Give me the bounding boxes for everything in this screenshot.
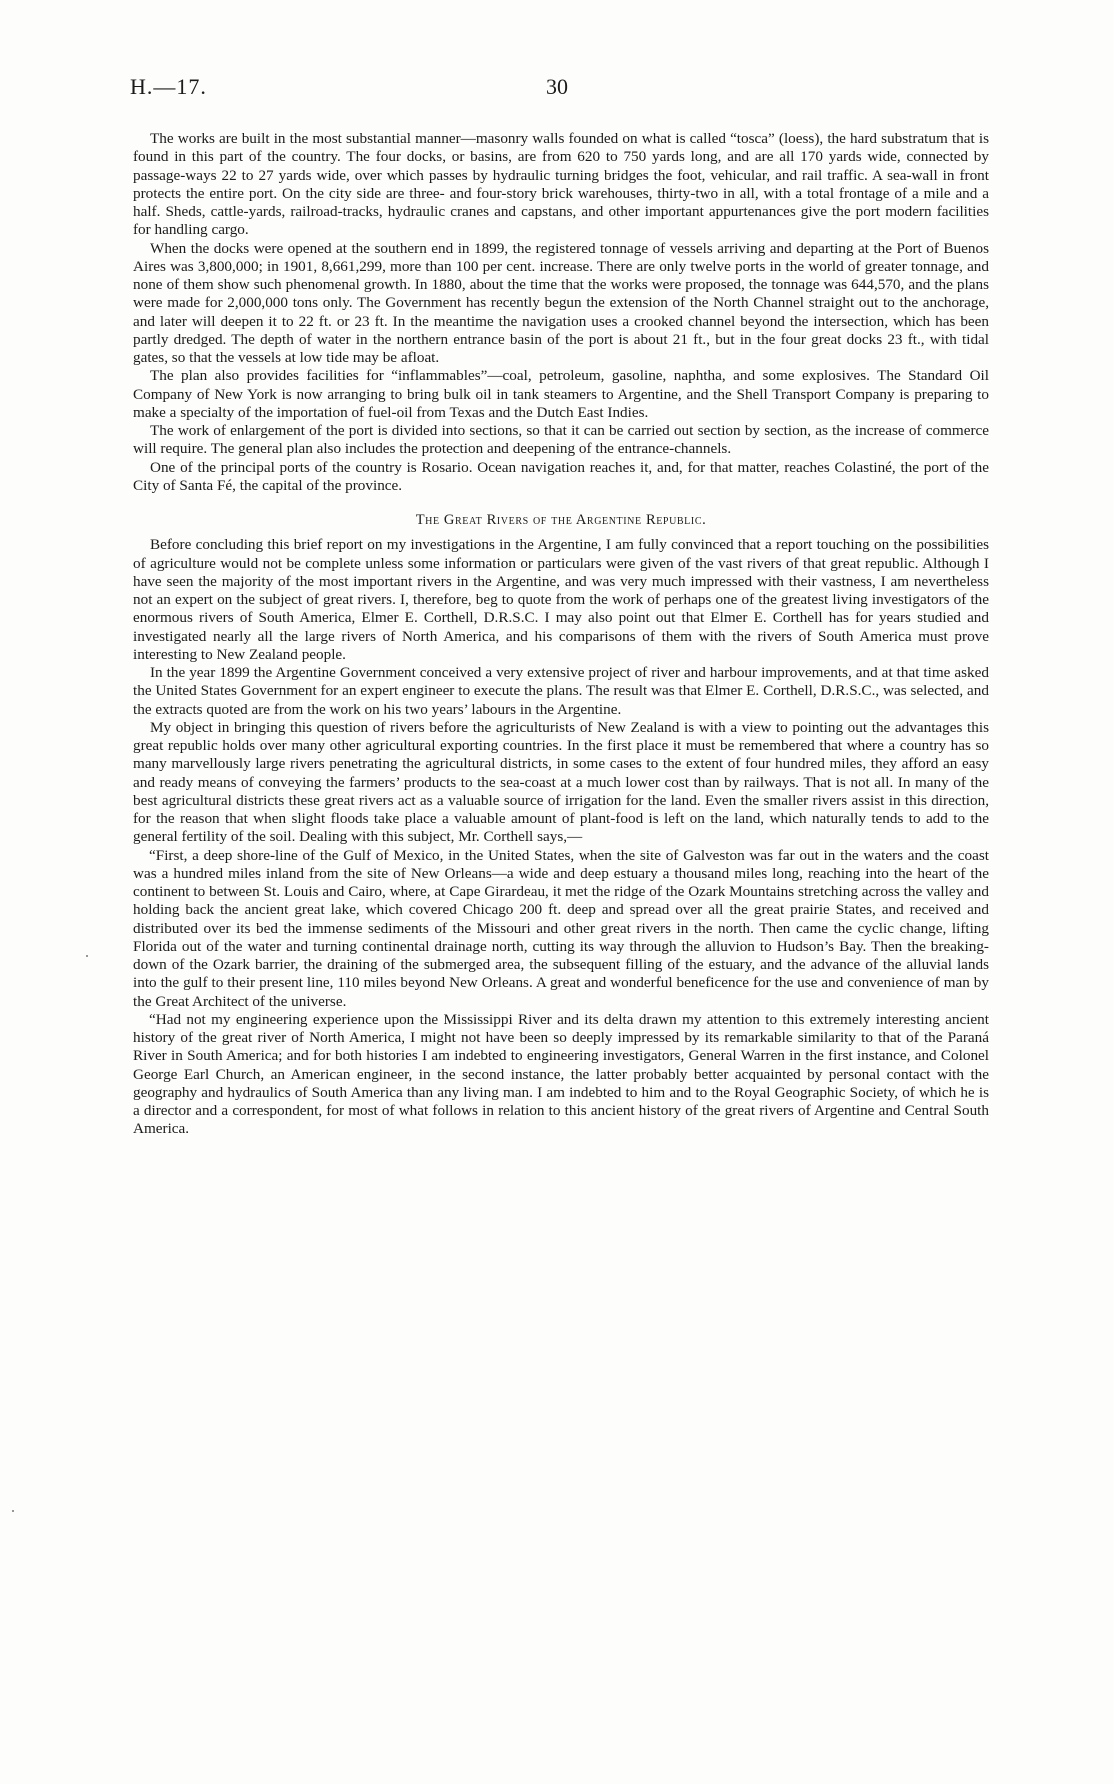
paragraph-rosario: One of the principal ports of the country is Rosario. Ocean navigation reaches it, and, for that matter, reaches Colastiné, the port of the City of Santa Fé, the capital of the province. (133, 458, 989, 494)
margin-speck (86, 955, 88, 957)
paragraph-inflammables: The plan also provides facilities for “inflammables”—coal, petroleum, gasoline, naphtha, and some explosives. The Standard Oil Company of New York is now arranging to bring bulk oil in tank steamers to Argentine, and the Shell Transport Company is preparing to make a specialty of the importation of fuel-oil from Texas and the Dutch East Indies. (133, 367, 989, 421)
paragraph-introduction: Before concluding this brief report on my investigations in the Argentine, I am fully convinced that a report touching on the possibilities of agriculture would not be complete unless some information or particulars were given of the vast rivers of that great republic. Although I have seen the majority of the most important rivers in the Argentine, and was very much impressed with their vastness, I am nevertheless not an expert on the subject of great rivers. I, therefore, beg to quote from the work of perhaps one of the greatest living investigators of the enormous rivers of South America, Elmer E. Corthell, D.R.S.C. I may also point out that Elmer E. Corthell has for years studied and investigated nearly all the large rivers of North America, and his comparisons of them with the rivers of South America must prove interesting to New Zealand people. (133, 536, 989, 663)
paragraph-government-project: In the year 1899 the Argentine Government conceived a very extensive project of river and harbour improvements, and at that time asked the United States Government for an expert engineer to execute the plans. The result was that Elmer E. Corthell, D.R.S.C., was selected, and the extracts quoted are from the work on his two years’ labours in the Argentine. (133, 664, 989, 718)
page-number: 30 (546, 74, 568, 99)
quote-paragraph-gulf: “First, a deep shore-line of the Gulf of Mexico, in the United States, when the site of Galveston was far out in the waters and the coast was a hundred miles inland from the site of New Orleans—a wide and deep estuary a thousand miles long, reaching into the heart of the continent to between St. Louis and Cairo, where, at Cape Girardeau, it met the ridge of the Ozark Mountains stretching across the valley and holding back the ancient great lake, which covered Chicago 200 ft. deep and spread over all the great prairie States, and received and distributed over its bed the immense sediments of the Missouri and other great rivers in the north. Then came the cyclic change, lifting Florida out of the water and turning continental drainage north, cutting its way through the alluvion to Hudson’s Bay. Then the breaking-down of the Ozark barrier, the draining of the submerged area, the subsequent filling of the estuary, and the advance of the alluvial lands into the gulf to their present line, 110 miles beyond New Orleans. A great and wonderful beneficence for the use and convenience of man by the Great Architect of the universe. (133, 846, 989, 1010)
section-heading: The Great Rivers of the Argentine Republic. (415, 512, 707, 528)
paragraph-object: My object in bringing this question of rivers before the agriculturists of New Zealand is with a view to pointing out the advantages this great republic holds over many other agricultural exporting countries. In the first place it must be remembered that where a country has so many marvellously large rivers penetrating the agricultural districts, in some cases to the extent of four hundred miles, they afford an easy and ready means of conveying the farmers’ products to the sea-coast at a much lower cost than by railways. That is not all. In many of the best agricultural districts these great rivers act as a valuable source of irrigation for the land. Even the smaller rivers assist in this direction, for the reason that when slight floods take place a valuable amount of plant-food is left on the land, which naturally tends to add to the general fertility of the soil. Dealing with this subject, Mr. Corthell says,— (133, 718, 989, 846)
paragraph-port-works: The works are built in the most substantial manner—masonry walls founded on what is called “tosca” (loess), the hard substratum that is found in this part of the country. The four docks, or basins, are from 620 to 750 yards long, and are all 170 yards wide, connected by passage-ways 22 to 27 yards wide, over which passes by hydraulic turning bridges the foot, vehicular, and rail traffic. A sea-wall in front protects the entire port. On the city side are three- and four-story brick warehouses, thirty-two in all, with a total frontage of a mile and a half. Sheds, cattle-yards, railroad-tracks, hydraulic cranes and capstans, and other important appurtenances give the port modern facilities for handling cargo. (133, 130, 989, 239)
paragraph-enlargement: The work of enlargement of the port is divided into sections, so that it can be carried out section by section, as the increase of commerce will require. The general plan also includes the protection and deepening of the entrance-channels. (133, 422, 989, 458)
paragraph-tonnage: When the docks were opened at the southern end in 1899, the registered tonnage of vessels arriving and departing at the Port of Buenos Aires was 3,800,000; in 1901, 8,661,299, more than 100 per cent. increase. There are only twelve ports in the world of greater tonnage, and none of them show such phenomenal growth. In 1880, about the time that the works were proposed, the tonnage was 644,570, and the plans were made for 2,000,000 tons only. The Government has recently begun the extension of the North Channel straight out to the anchorage, and later will deepen it to 22 ft. or 23 ft. In the meantime the navigation uses a crooked channel beyond the intersection, which has been partly dredged. The depth of water in the northern entrance basin of the port is about 21 ft., but in the four great docks 23 ft., with tidal gates, so that the vessels at low tide may be afloat. (133, 239, 989, 366)
document-reference: H.—17. (130, 74, 207, 99)
quote-paragraph-mississippi: “Had not my engineering experience upon the Mississippi River and its delta drawn my attention to this extremely interesting ancient history of the great river of North America, I might not have been so deeply impressed by its remarkable similarity to that of the Paraná River in South America; and for both histories I am indebted to engineering investigators, General Warren in the first instance, and Colonel George Earl Church, an American engineer, in the second instance, the latter probably better acquainted by personal contact with the geography and hydraulics of South America than any living man. I am indebted to him and to the Royal Geographic Society, of which he is a director and a correspondent, for most of what follows in relation to this ancient history of the great rivers of Argentine and Central South America. (133, 1010, 989, 1138)
page-body (133, 130, 989, 1139)
page-header (0, 74, 1114, 108)
margin-speck (12, 1510, 14, 1512)
